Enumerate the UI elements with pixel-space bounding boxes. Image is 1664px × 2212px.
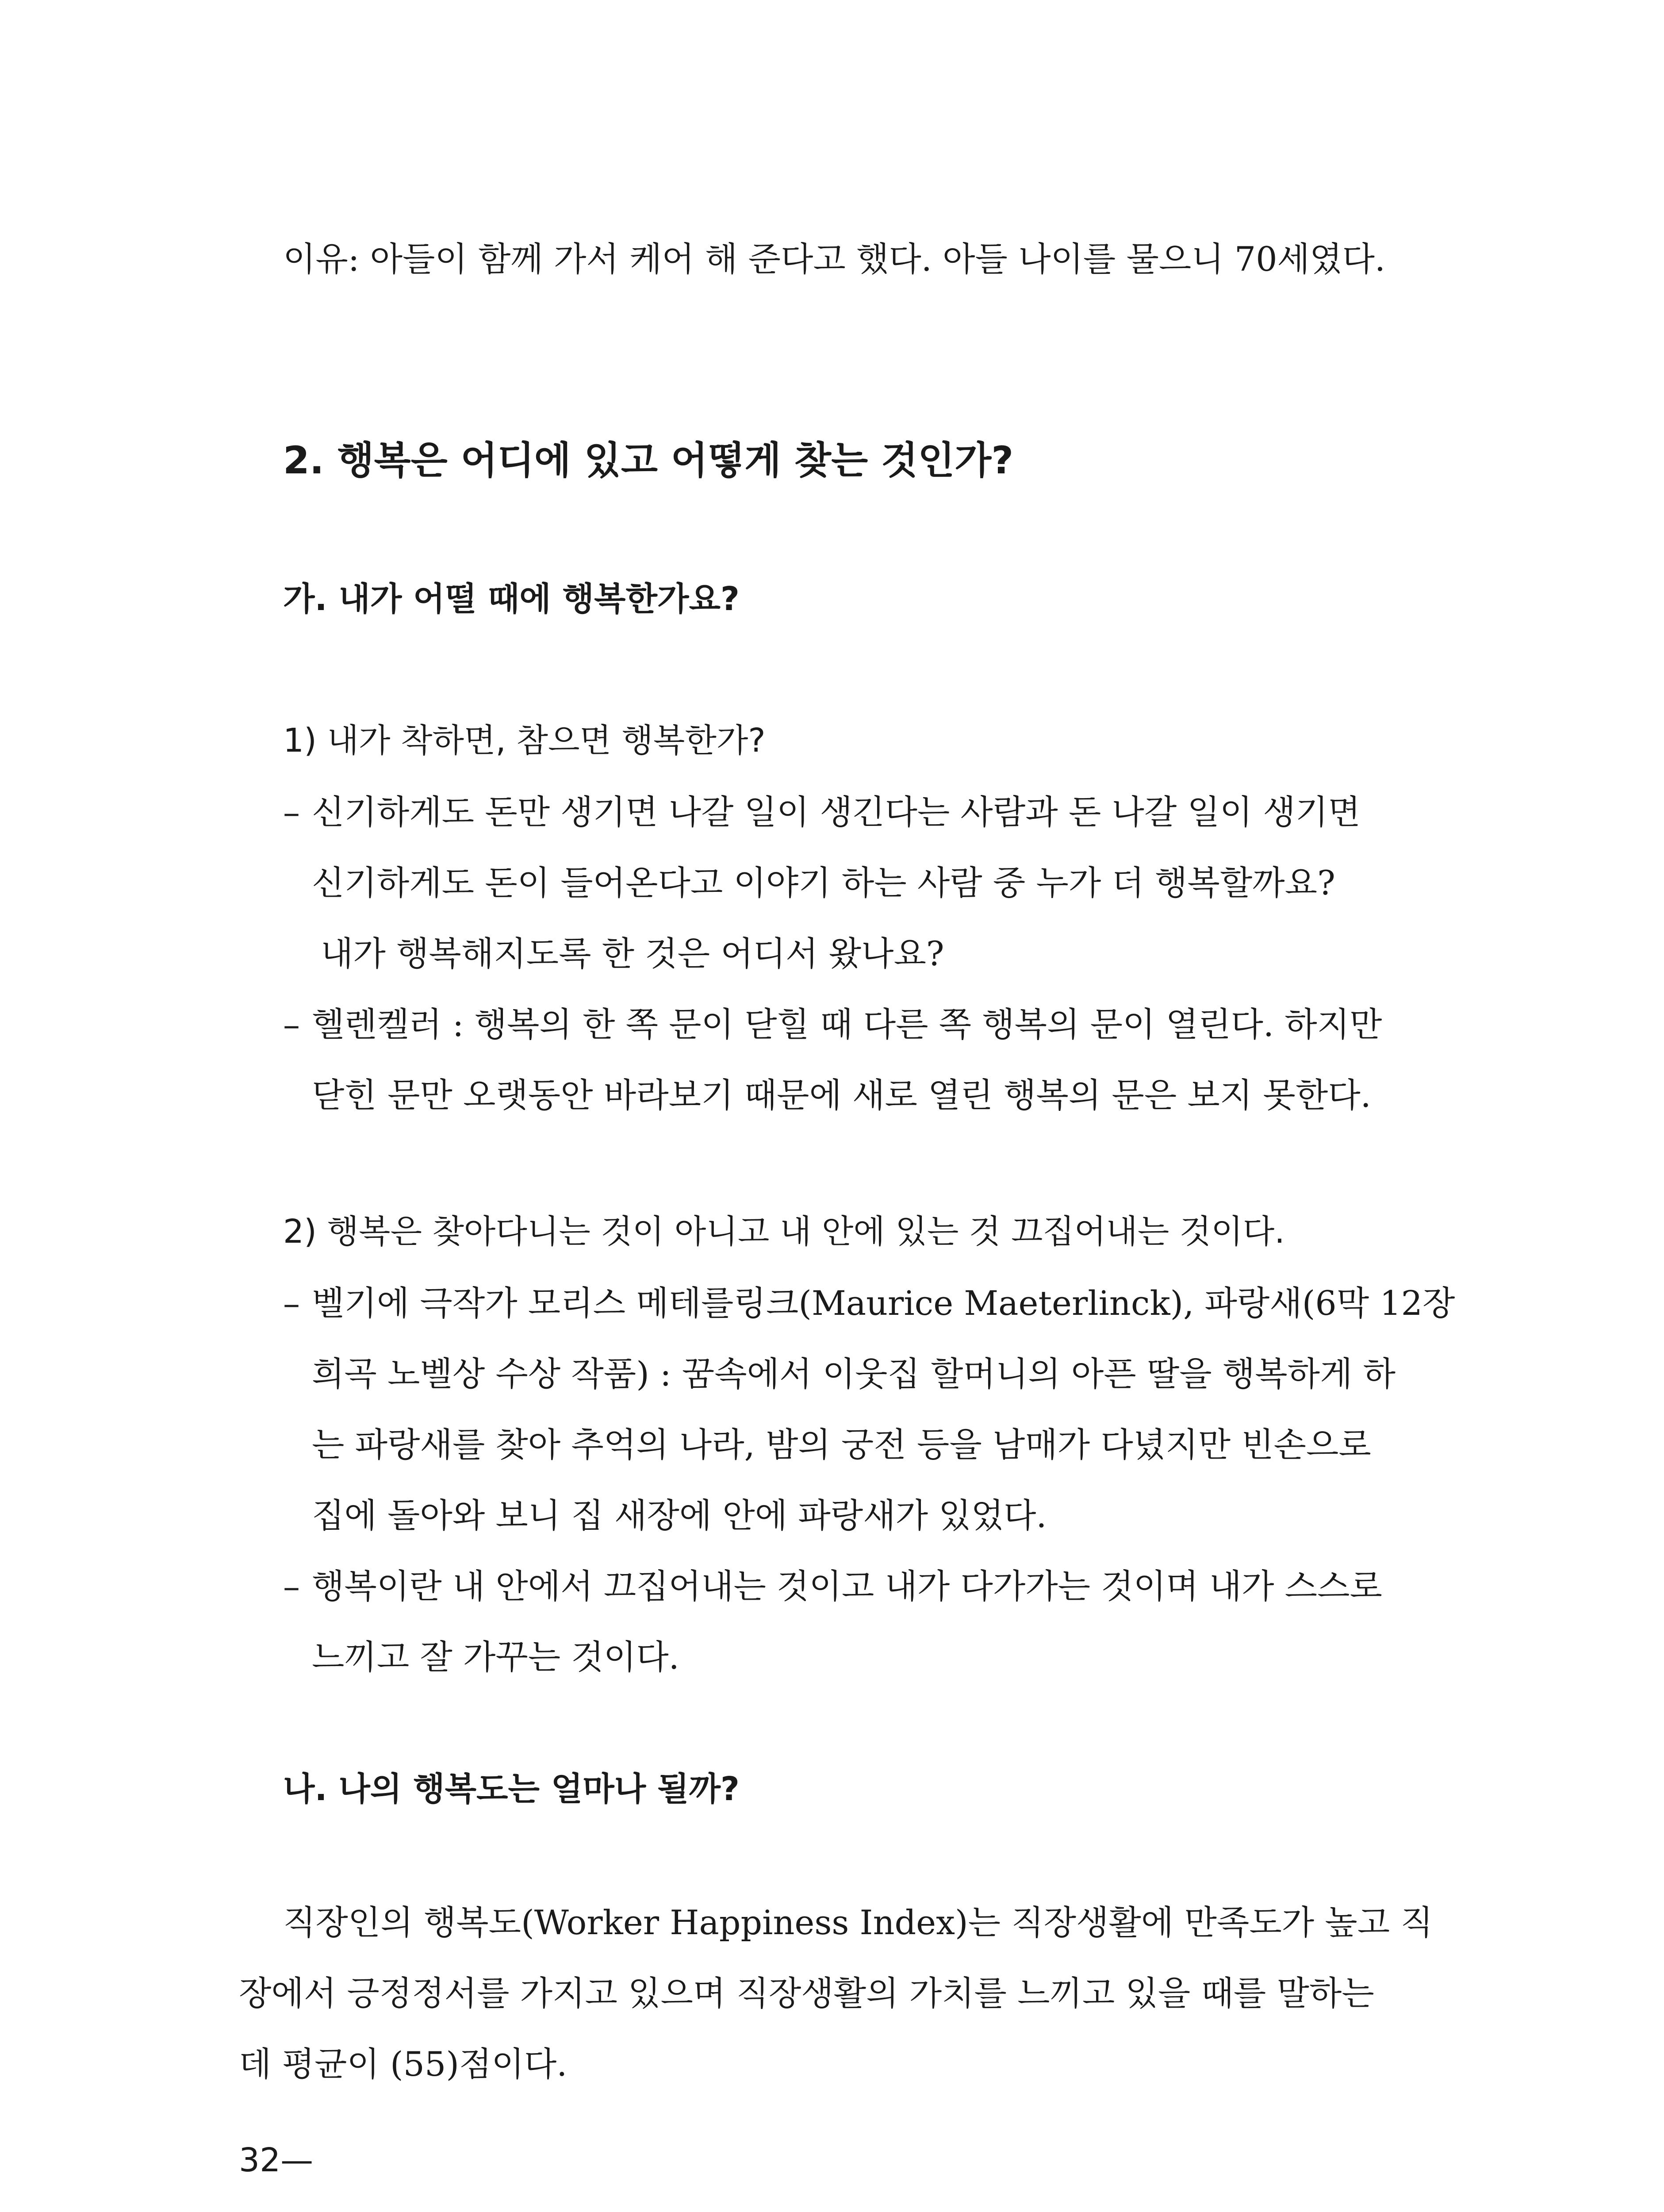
bullet-line: 는 파랑새를 찾아 추억의 나라, 밤의 궁전 등을 남매가 다녔지만 빈손으로 xyxy=(312,1425,1371,1464)
intro-line: 이유: 아들이 함께 가서 케어 해 준다고 했다. 아들 나이를 물으니 70세였다. xyxy=(283,239,1386,279)
paragraph-line: 데 평균이 (55)점이다. xyxy=(239,2044,567,2084)
bullet-line: 느끼고 잘 가꾸는 것이다. xyxy=(312,1637,679,1677)
bullet-line: 행복이란 내 안에서 끄집어내는 것이고 내가 다가가는 것이며 내가 스스로 xyxy=(312,1567,1382,1606)
footer-rule: — xyxy=(280,2141,314,2179)
bullet-line: 신기하게도 돈이 들어온다고 이야기 하는 사람 중 누가 더 행복할까요? xyxy=(312,863,1335,902)
section-heading: 2. 행복은 어디에 있고 어떻게 찾는 것인가? xyxy=(283,438,1014,483)
bullet-dash: – xyxy=(283,1283,300,1323)
bullet-line: 벨기에 극작가 모리스 메테를링크(Maurice Maeterlinck), 파랑새(6막 12장 xyxy=(312,1283,1455,1323)
bullet-line: 내가 행복해지도록 한 것은 어디서 왔나요? xyxy=(321,934,944,973)
paragraph-line: 장에서 긍정정서를 가지고 있으며 직장생활의 가치를 느끼고 있을 때를 말하는 xyxy=(239,1974,1374,2013)
subsection-heading-na: 나. 나의 행복도는 얼마나 될까? xyxy=(283,1770,740,1808)
question-title-1: 1) 내가 착하면, 참으면 행복한가? xyxy=(283,722,766,760)
bullet-dash: – xyxy=(283,1005,300,1044)
question-title-2: 2) 행복은 찾아다니는 것이 아니고 내 안에 있는 것 끄집어내는 것이다. xyxy=(283,1213,1285,1251)
bullet-line: 희곡 노벨상 수상 작품) : 꿈속에서 이웃집 할머니의 아픈 딸을 행복하게 하 xyxy=(312,1354,1396,1394)
page-footer xyxy=(239,2141,313,2179)
bullet-line: 헬렌켈러 : 행복의 한 쪽 문이 닫힐 때 다른 쪽 행복의 문이 열린다. 하지만 xyxy=(312,1005,1382,1044)
bullet-dash: – xyxy=(283,792,300,832)
bullet-line: 신기하게도 돈만 생기면 나갈 일이 생긴다는 사람과 돈 나갈 일이 생기면 xyxy=(312,792,1361,832)
page-number: 32 xyxy=(239,2141,281,2179)
subsection-heading-ga: 가. 내가 어떨 때에 행복한가요? xyxy=(283,580,740,618)
paragraph-line: 직장인의 행복도(Worker Happiness Index)는 직장생활에 만족도가 높고 직 xyxy=(283,1903,1433,1942)
bullet-dash: – xyxy=(283,1567,300,1606)
bullet-line: 집에 돌아와 보니 집 새장에 안에 파랑새가 있었다. xyxy=(312,1496,1047,1535)
bullet-line: 닫힌 문만 오랫동안 바라보기 때문에 새로 열린 행복의 문은 보지 못한다. xyxy=(312,1075,1371,1115)
